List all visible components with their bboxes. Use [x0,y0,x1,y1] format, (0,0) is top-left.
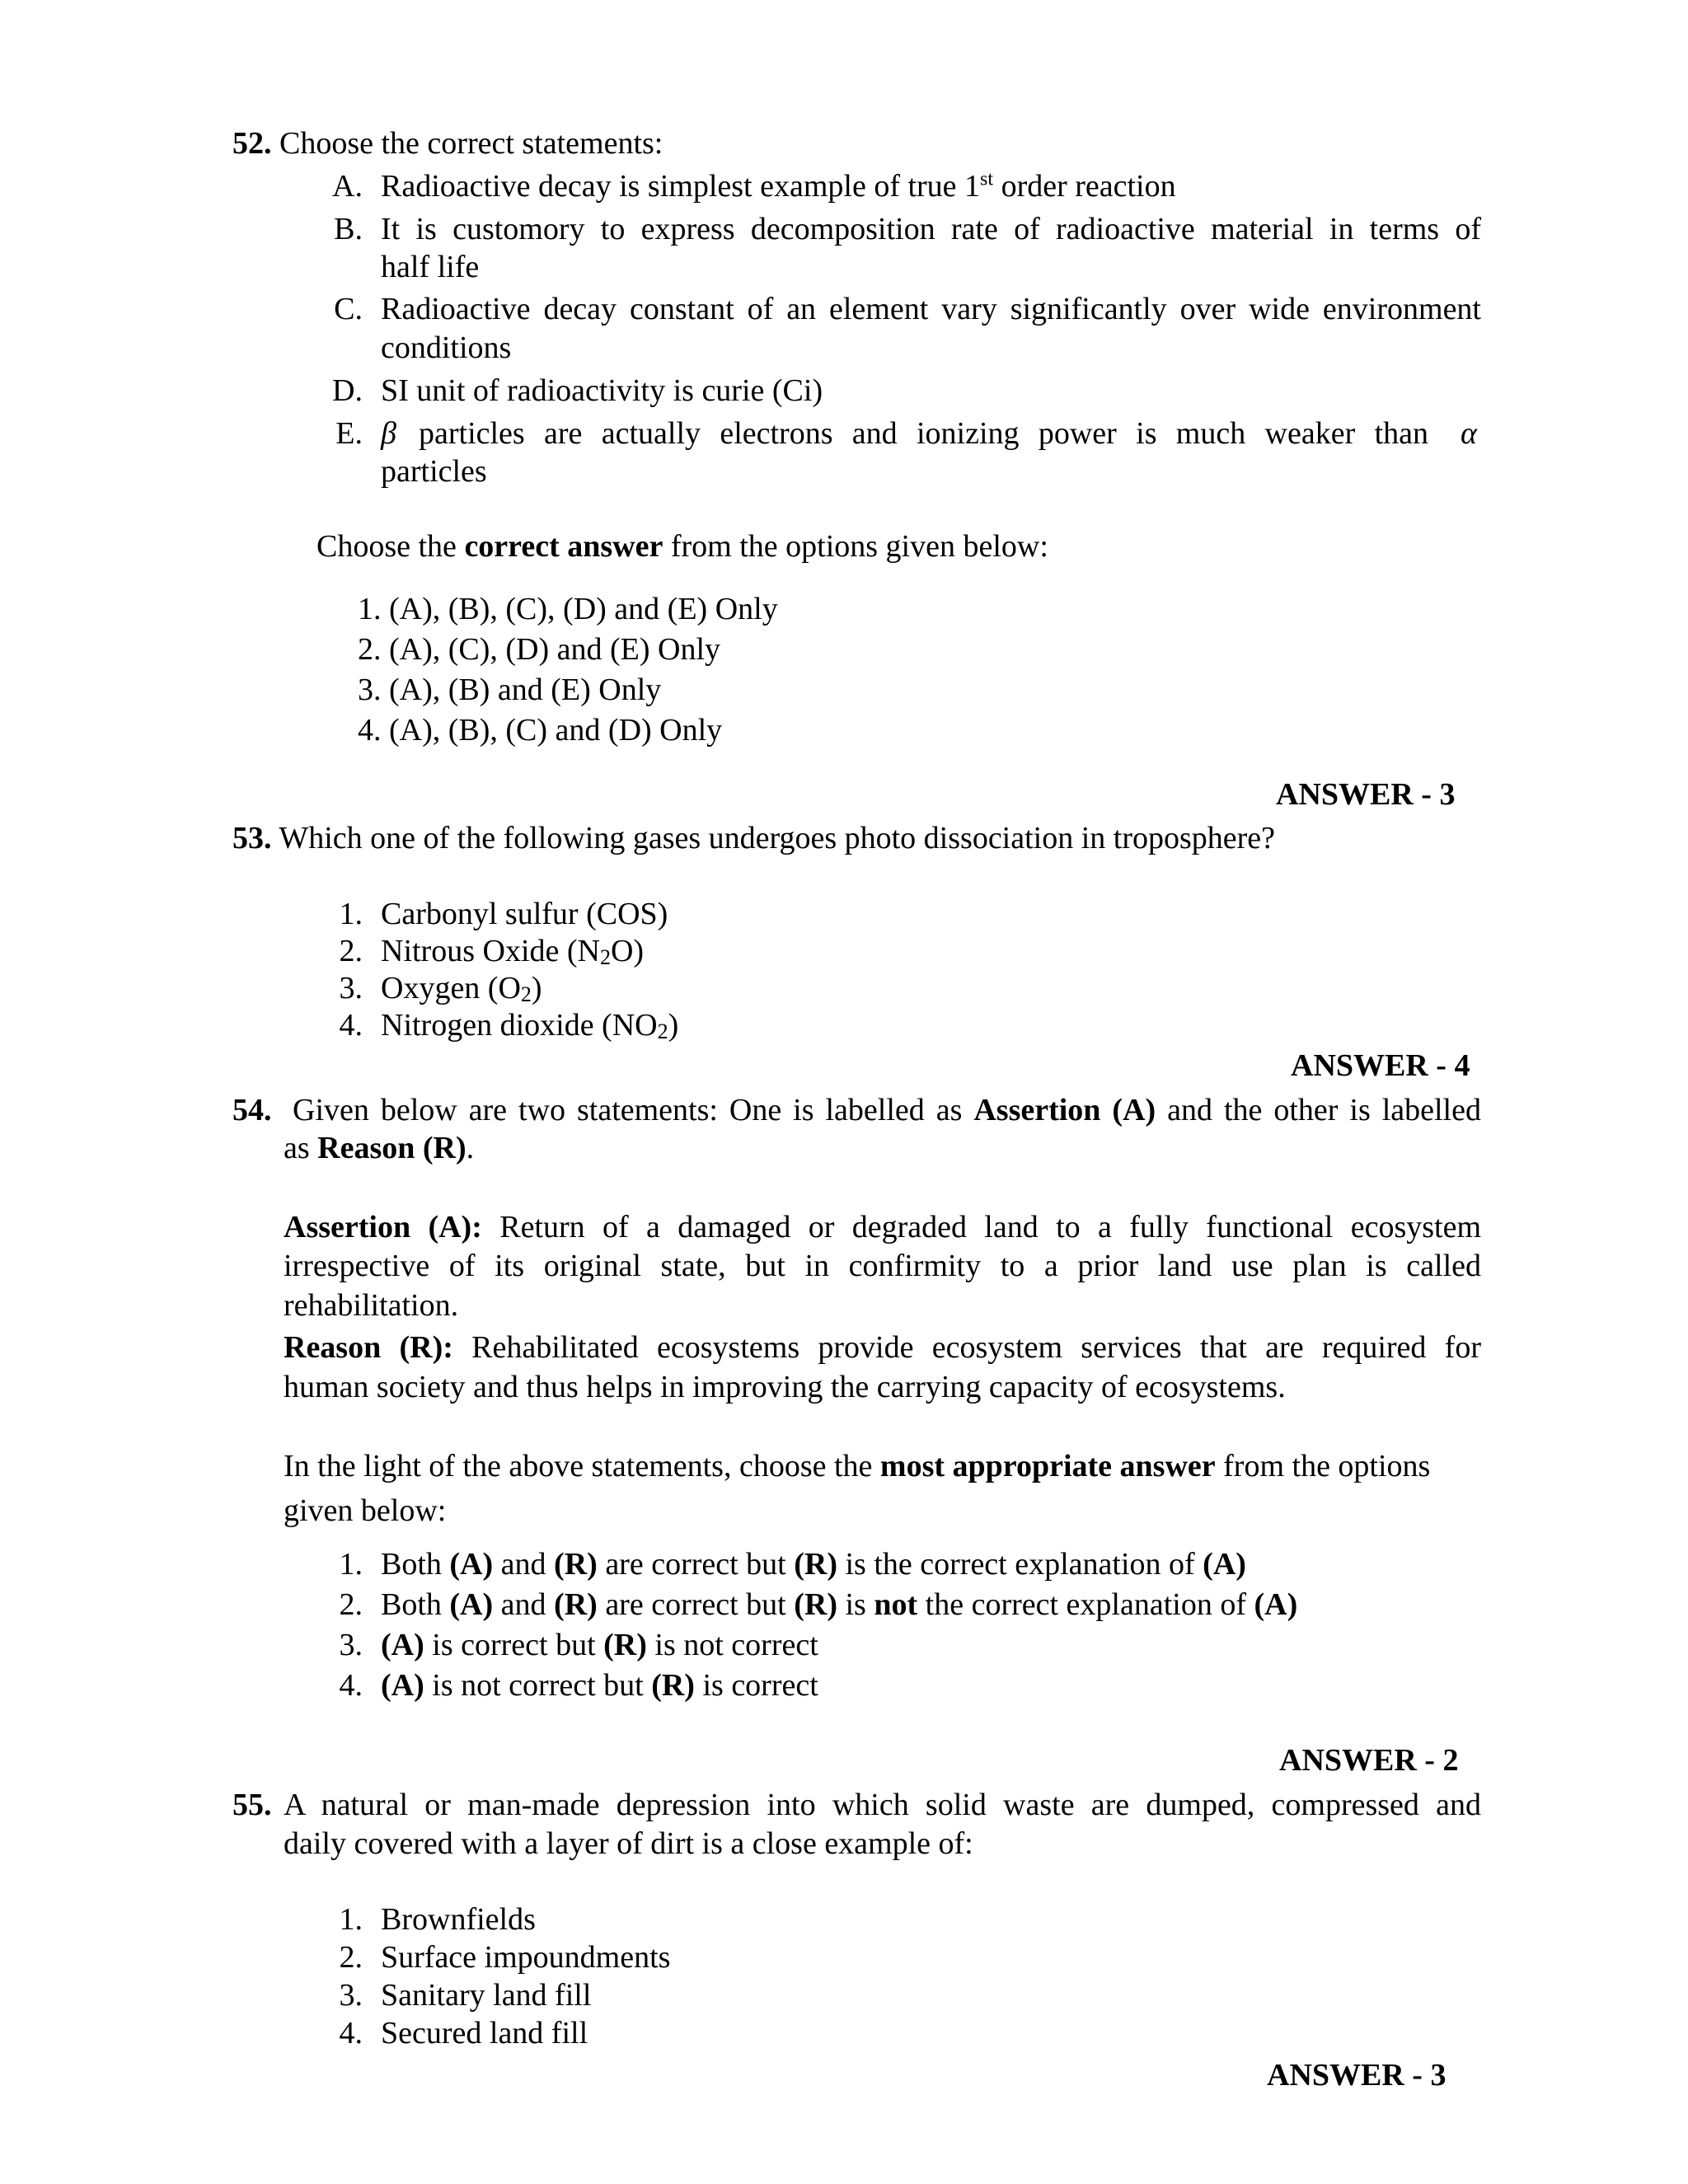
q54-option-4-segment: (R) [651,1668,695,1703]
q54-option-2-segment: the correct explanation of [917,1587,1254,1622]
q54-answer: ANSWER - 2 [1279,1743,1459,1778]
q54-option-1-segment: (R) [794,1547,837,1582]
document-page: 52. Choose the correct statements: A. Radioactive decay is simplest example of true 1st order reaction B. It is customory to express decomposition rate of radioactive material in terms of half life C. Radioactive decay constant of an element vary significantly over wide environment conditions D. SI unit of radioactivity is curie (Ci) E. β particles are actually electrons and ionizing power is much weaker than α particles Choose the correct answer from the options given below: 1. (A), (B), (C), (D) and (E) Only 2. (A), (C), (D) and (E) Only 3. (A), (B) and (E) Only 4. (A), (B), (C) and (D) Only ANSWER - 3 53. Which one of the following gases undergoes photo dissociation in troposphere? 1. Carbonyl sulfur (COS) 2. Nitrous Oxide $(N_2O)$ 3. Oxygen $(O_2)$ 4. Nitrogen dioxide $(NO_2)$ ANSWER - 4 54. Given below are two statements: One is labelled as Assertion (A) and the other is labelled as Reason (R). Assertion (A): Return of a damaged or degraded land to a fully functional ecosystem irrespective of its original state, but in confirmity to a prior land use plan is called rehabilitation. Reason (R): Rehabilitated ecosystems provide ecosystem services that are required for human society and thus helps in improving the carrying capacity of ecosystems. In the light of the above statements, choose the most appropriate answer from the options given below: 1. Both (A) and (R) are correct but (R) is the correct explanation of (A) 2. Both (A) and (R) are correct but (R) is not the correct explanation of (A) 3. (A) is correct but (R) is not correct 4. (A) is not correct but (R) is correct ANSWER - 2 55. A natural or man-made depression into which solid waste are dumped, compressed and daily covered with a layer of dirt is a close example of: 1. Brownfields 2. Surface impoundments 3. Sanitary land fill 4. Secured land fill ANSWER - 3 [0,0,1688,2184]
q54-instruction-line1: In the light of the above statements, choose the most appropriate answer from the options [284,1449,1431,1483]
q54-option-2-segment: and [493,1587,555,1622]
q52-statement-e-letter: E. [335,416,363,451]
q52-statement-a-letter: A. [332,169,363,204]
q52-statement-d-text: SI unit of radioactivity is curie (Ci) [381,373,823,408]
q52-statement-c-line1: Radioactive decay constant of an element vary significantly over wide environment [381,292,1481,326]
q54-option-2-segment: (A) [449,1587,494,1622]
q52-statement-b-line2: half life [381,250,480,284]
q54-option-4-segment: is not correct but [424,1668,652,1703]
q52-statement-b-letter: B. [334,212,363,246]
q52-answer: ANSWER - 3 [1276,777,1456,812]
q54-option-4-segment: (A) [381,1668,424,1703]
q54-option-2-segment: (R) [554,1587,598,1622]
q54-option-2-segment: (R) [794,1587,837,1622]
q54-option-2-segment: are correct but [597,1587,795,1622]
q55-answer: ANSWER - 3 [1267,2058,1447,2093]
q52-statement-c-line2: conditions [381,330,512,365]
q52-statement-b-line1: It is customory to express decomposition rate of radioactive material in terms of [381,212,1481,246]
q52-number: 52. [232,126,272,161]
q53-number: 53. [232,821,272,855]
q54-option-1-segment: (A) [1203,1547,1246,1582]
q53-question: Which one of the following gases undergoes photo dissociation in troposphere? [279,821,1276,855]
q54-option-1-segment: Both [381,1547,450,1582]
q54-assertion-line2: irrespective of its original state, but in confirmity to a prior land use plan is called [284,1249,1481,1283]
q52-statement-e-alpha: α [1461,416,1477,451]
q54-option-3-segment: is correct but [424,1628,604,1662]
q54-intro-line1: Given below are two statements: One is labelled as Assertion (A) and the other is labelled [293,1093,1481,1127]
q54-option-3-segment: (A) [381,1628,424,1662]
q54-option-1-segment: (A) [449,1547,494,1582]
q54-instruction-line2: given below: [284,1493,447,1528]
q54-option-2-segment: (A) [1254,1587,1298,1622]
q55-question-line1: A natural or man-made depression into which solid waste are dumped, compressed and [284,1788,1481,1822]
q54-reason-line2: human society and thus helps in improving the carrying capacity of ecosystems. [284,1370,1286,1404]
q54-reason-line1: Reason (R): Rehabilitated ecosystems provide ecosystem services that are required for [284,1330,1481,1365]
q52-statement-e-beta: β [381,416,396,451]
q54-option-1-segment: is the correct explanation of [837,1547,1203,1582]
q55-question-line2: daily covered with a layer of dirt is a close example of: [284,1826,973,1861]
q54-option-1-segment: and [493,1547,555,1582]
q54-assertion-line3: rehabilitation. [284,1288,459,1323]
q53-question-line [232,820,1275,858]
q52-option-4: 4. (A), (B), (C) and (D) Only [358,713,723,748]
q52-statement-e-line2: particles [381,454,487,489]
q52-question: Choose the correct statements: [279,126,663,161]
q54-option-3-segment: is not correct [646,1628,818,1662]
q54-option-2-segment: Both [381,1587,450,1622]
q52-statement-d-letter: D. [332,373,363,408]
q54-option-2-segment: not [874,1587,918,1622]
q54-intro-line2: as Reason (R). [284,1131,475,1165]
q54-option-1-segment: (R) [554,1547,598,1582]
q55-number: 55. [232,1788,272,1822]
q52-statement-e-line1: particles are actually electrons and ionizing power is much weaker than [419,416,1428,451]
q54-option-4-segment: is correct [694,1668,818,1703]
q54-option-3-segment: (R) [603,1628,647,1662]
q52-question-line [232,125,663,163]
q52-option-1: 1. (A), (B), (C), (D) and (E) Only [358,592,778,626]
q52-statement-c-letter: C. [334,292,363,326]
q54-assertion-line1: Assertion (A): Return of a damaged or degraded land to a fully functional ecosystem [284,1210,1482,1244]
q54-option-2-segment: is [837,1587,874,1622]
q54-number: 54. [232,1093,272,1127]
q52-statement-a-text: Radioactive decay is simplest example of true 1st order reaction [381,168,1176,204]
q52-option-3: 3. (A), (B) and (E) Only [358,673,662,707]
q52-instruction: Choose the correct answer from the options given below: [316,529,1048,564]
q52-option-2: 2. (A), (C), (D) and (E) Only [358,632,721,667]
q54-option-1-segment: are correct but [597,1547,795,1582]
q53-answer: ANSWER - 4 [1291,1048,1470,1083]
